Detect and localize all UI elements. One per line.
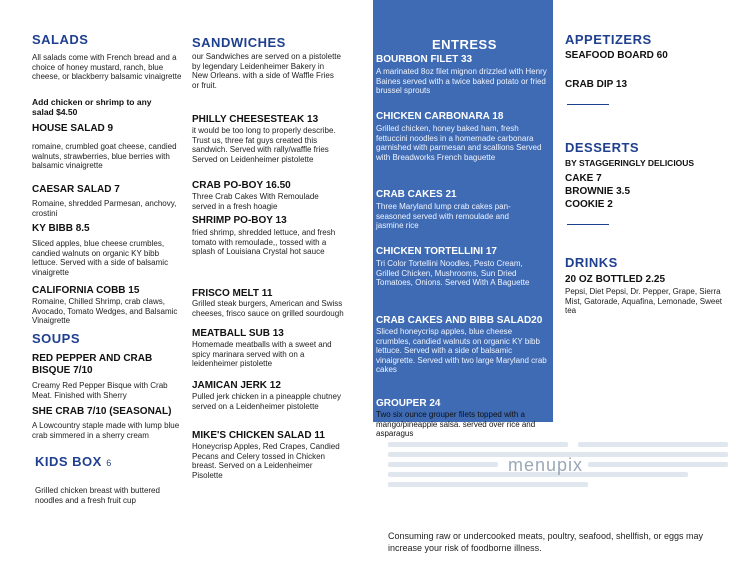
column-entrees — [376, 0, 553, 574]
section-title-appetizers: APPETIZERS — [565, 32, 652, 47]
menu-item-name: HOUSE SALAD 9 — [32, 123, 114, 134]
menu-item-desc: Tri Color Tortellini Noodles, Pesto Cream, Grilled Chicken, Mushrooms, Sun Dried Tomatoes, Onions. Served With A Baguette — [376, 259, 530, 287]
menu-item-name: MEATBALL SUB 13 — [192, 328, 284, 339]
menu-item-name: CHICKEN TORTELLINI 17 — [376, 246, 497, 257]
menu-item-desc: Sliced honeycrisp apples, blue cheese crumbles, candied walnuts on organic KY bibb lettuce. Served with a side of balsamic vinaigrette. Served with two large Maryland crab cakes — [376, 327, 547, 374]
menu-item-name: CRAB PO-BOY 16.50 — [192, 180, 291, 191]
menu-item-name: FRISCO MELT 11 — [192, 288, 273, 299]
faded-text-line — [588, 462, 728, 467]
menu-item-name: PHILLY CHEESESTEAK 13 — [192, 114, 319, 125]
menu-item-desc: romaine, crumbled goat cheese, candied walnuts, strawberries, blue berries with balsamic vinaigrette — [32, 142, 177, 170]
menu-item-name: KY BIBB 8.5 — [32, 223, 90, 234]
sandwiches-intro: our Sandwiches are served on a pistolette by legendary Leidenheimer Bakery in New Orleans. with a side of Waffle Fries or fruit. — [192, 52, 341, 90]
menu-item-desc: Honeycrisp Apples, Red Crapes, Candied Pecans and Celery tossed in Chicken breast. Served on a Leidenheimer Pisolette — [192, 442, 340, 480]
menu-item-desc: Pulled jerk chicken in a pineapple chutney served on a Leidenheimer pistolette — [192, 392, 341, 411]
section-title-sandwiches: SANDWICHES — [192, 35, 286, 50]
menu-item-name: CRAB CAKES AND BIBB SALAD20 — [376, 315, 543, 326]
faded-text-line — [388, 462, 498, 467]
divider — [567, 224, 609, 225]
menu-item-desc: fried shrimp, shredded lettuce, and fresh tomato with remoulade,, tossed with a splash of Louisiana Crystal hot sauce — [192, 228, 336, 256]
menu-item-name: COOKIE 2 — [565, 199, 613, 210]
faded-text-line — [388, 482, 588, 487]
menu-item-desc: Pepsi, Diet Pepsi, Dr. Pepper, Grape, Sierra Mist, Gatorade, Aquafina, Lemonade, Sweet tea — [565, 287, 722, 315]
section-title-kids: KIDS BOX — [35, 454, 102, 469]
menu-item-name: SHRIMP PO-BOY 13 — [192, 215, 287, 226]
menu-item-desc: Romaine, shredded Parmesan, anchovy, crostini — [32, 199, 177, 218]
menu-item-name: RED PEPPER AND CRAB BISQUE 7/10 — [32, 353, 153, 376]
divider — [567, 104, 609, 105]
menu-item-name: CRAB DIP 13 — [565, 79, 628, 90]
menu-item-desc: Homemade meatballs with a sweet and spicy marinara served with on a leidenheimer pistolette — [192, 340, 332, 368]
menu-item-desc: Creamy Red Pepper Bisque with Crab Meat. Finished with Sherry — [32, 381, 168, 400]
menu-item-name: SHE CRAB 7/10 (SEASONAL) — [32, 406, 172, 417]
menu-item-name: CHICKEN CARBONARA 18 — [376, 111, 504, 122]
menu-item-desc: Two six ounce grouper filets topped with a mango/pineapple salsa. served over rice and asparagus — [376, 410, 536, 438]
desserts-subtitle: BY STAGGERINGLY DELICIOUS — [565, 158, 695, 168]
menu-item-desc: Three Crab Cakes With Remoulade served in a fresh hoagie — [192, 192, 319, 211]
section-title-entrees: ENTRESS — [432, 37, 497, 52]
menu-item-name: MIKE'S CHICKEN SALAD 11 — [192, 430, 325, 441]
kids-desc: Grilled chicken breast with buttered noodles and a fresh fruit cup — [35, 486, 160, 505]
menupix-watermark: menupix — [508, 455, 584, 475]
menu-item-desc: A Lowcountry staple made with lump blue crab simmered in a sherry cream — [32, 421, 180, 440]
food-safety-disclaimer: Consuming raw or undercooked meats, poultry, seafood, shellfish, or eggs may increase your risk of foodborne illness. — [388, 531, 703, 553]
menu-item-desc: Three Maryland lump crab cakes pan-seasoned served with remoulade and jasmine rice — [376, 202, 511, 230]
menu-item-name: GROUPER 24 — [376, 398, 441, 409]
menu-item-name: SEAFOOD BOARD 60 — [565, 50, 668, 61]
menu-item-desc: it would be too long to properly describe. Trust us, three fat guys created this sandwich. Served with rally/waffle fries Served on Leidenheimer pistolette — [192, 126, 336, 164]
kids-price: 6 — [106, 458, 112, 468]
menu-item-name: CAKE 7 — [565, 173, 602, 184]
section-title-desserts: DESSERTS — [565, 140, 640, 155]
menu-item-desc: Grilled steak burgers, American and Swiss cheeses, frisco sauce on grilled sourdough — [192, 299, 344, 318]
salads-intro: All salads come with French bread and a choice of honey mustard, ranch, blue cheese, or blackberry balsamic vinaigrette — [32, 53, 182, 81]
menu-item-name: JAMICAN JERK 12 — [192, 380, 281, 391]
section-title-soups: SOUPS — [32, 331, 81, 346]
menu-item-name: CRAB CAKES 21 — [376, 189, 457, 200]
menu-item-name: BROWNIE 3.5 — [565, 186, 631, 197]
menu-item-desc: Sliced apples, blue cheese crumbles, candied walnuts on organic KY bibb lettuce. Served with a side of balsamic vinaigrette — [32, 239, 169, 277]
menu-item-name: 20 OZ BOTTLED 2.25 — [565, 274, 666, 285]
faded-text-line — [578, 442, 728, 447]
kids-box-heading — [35, 453, 111, 471]
menu-item-name: BOURBON FILET 33 — [376, 54, 473, 65]
section-title-salads: SALADS — [32, 32, 89, 47]
menu-item-name: CALIFORNIA COBB 15 — [32, 285, 140, 296]
section-title-drinks: DRINKS — [565, 255, 618, 270]
salads-addon: Add chicken or shrimp to any salad $4.50 — [32, 97, 152, 117]
menu-item-desc: A marinated 8oz filet mignon drizzled with Henry Baines served with a twice baked potato or fried brussel sprouts — [376, 67, 547, 95]
menu-item-name: CAESAR SALAD 7 — [32, 184, 120, 195]
faded-text-line — [388, 442, 568, 447]
menu-item-desc: Romaine, Chilled Shrimp, crab claws, Avocado, Tomato Wedges, and Balsamic Vinaigrette — [32, 297, 178, 325]
menu-item-desc: Grilled chicken, honey baked ham, fresh fettuccini noodles in a homemade carbonara garnished with parmesan and scallions Served with Breadworks French baguette — [376, 124, 542, 162]
